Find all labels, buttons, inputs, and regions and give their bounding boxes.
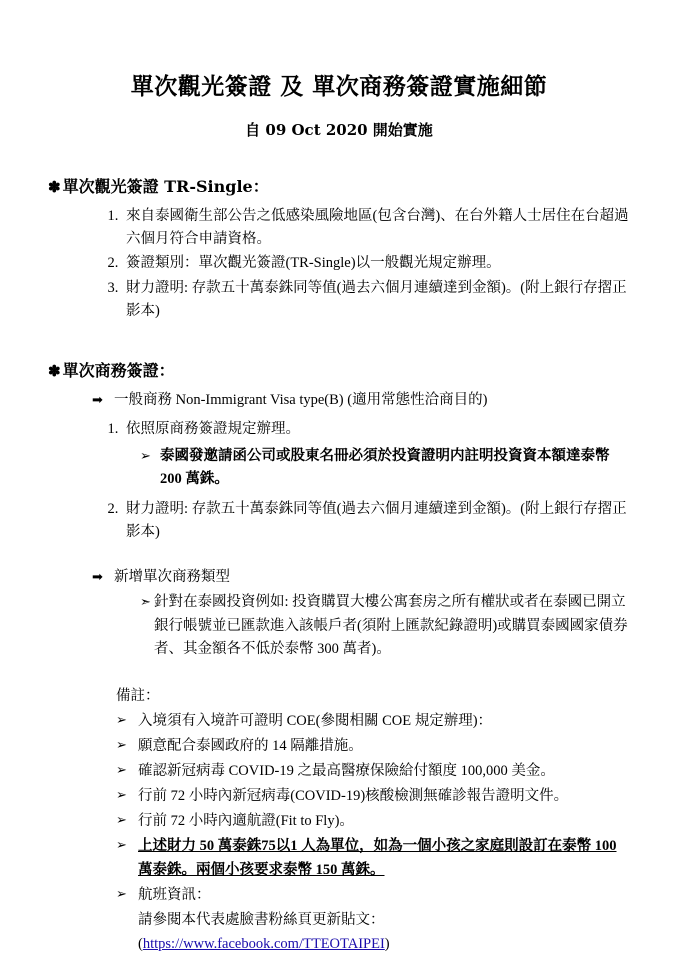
page-subtitle: 自 09 Oct 2020 開始實施 bbox=[245, 120, 433, 139]
star-icon: ✽ bbox=[48, 361, 61, 380]
bullet-arrow-icon: ➢ bbox=[116, 761, 127, 777]
list-item: 3. 財力證明: 存款五十萬泰銖同等值(過去六個月連續達到金額)。(附上銀行存摺正影本) bbox=[122, 277, 630, 324]
list-item bbox=[48, 883, 630, 907]
section-tourist-heading-text: 單次觀光簽證 TR-Single： bbox=[62, 176, 269, 196]
business-general-intro bbox=[48, 389, 630, 412]
list-item: 2. 財力證明: 存款五十萬泰銖同等值(過去六個月連續達到金額)。(附上銀行存摺正影本) bbox=[122, 498, 630, 545]
note-item-text: 入境須有入境許可證明 COE(參閱相關 COE 規定辦理)： bbox=[138, 712, 493, 729]
business-requirements-list bbox=[48, 418, 630, 441]
bullet-arrow-icon: ➢ bbox=[116, 886, 127, 902]
facebook-line-prefix: 請參閱本代表處臉書粉絲頁更新貼文：( bbox=[138, 912, 385, 953]
note-item-text: 確認新冠病毒 COVID-19 之最高醫療保險給付額度 100,000 美金。 bbox=[138, 762, 555, 779]
arrow-sub-icon: ➢ bbox=[140, 447, 151, 463]
spacer bbox=[48, 546, 630, 562]
business-new-type-heading bbox=[48, 566, 630, 589]
note-item-text: 行前 72 小時內新冠病毒(COVID-19)核酸檢測無確診報告證明文件。 bbox=[138, 787, 569, 804]
arrow-right-icon: ➡ bbox=[92, 568, 103, 584]
business-capital-note-text: 泰國發邀請函公司或股東名冊必須於投資證明内註明投資資本額達泰幣 200 萬銖。 bbox=[160, 447, 610, 488]
business-requirements-list-2 bbox=[48, 498, 630, 545]
list-item: 1. 依照原商務簽證規定辦理。 bbox=[122, 418, 630, 441]
facebook-link[interactable]: https://www.facebook.com/TTEOTAIPEI bbox=[142, 936, 385, 953]
bullet-arrow-icon: ➢ bbox=[116, 837, 127, 853]
list-item bbox=[48, 834, 630, 882]
list-item bbox=[48, 809, 630, 833]
business-new-type-detail-text: 針對在泰國投資例如: 投資購買大樓公寓套房之所有權狀或者在泰國已開立銀行帳號並已匯款進入該帳戶者(須附上匯款紀錄證明)或購買泰國國家債券者、其金額各不低於泰幣 300 萬者)。 bbox=[154, 594, 628, 658]
arrow-small-icon: ➣ bbox=[140, 594, 151, 610]
note-item-text: 願意配合泰國政府的 14 隔離措施。 bbox=[138, 737, 363, 754]
bullet-arrow-icon: ➢ bbox=[116, 711, 127, 727]
list-item: 2. 簽證類別：單次觀光簽證(TR-Single)以一般觀光規定辦理。 bbox=[122, 252, 630, 275]
section-business-visa bbox=[48, 358, 630, 662]
arrow-right-icon: ➡ bbox=[92, 391, 103, 407]
section-tourist-visa bbox=[48, 174, 630, 324]
note-label: 備註： bbox=[116, 687, 160, 704]
list-item bbox=[48, 759, 630, 783]
business-general-intro-text: 一般商務 Non-Immigrant Visa type(B) (適用常態性洽商目的) bbox=[114, 391, 488, 408]
business-new-type-detail bbox=[48, 591, 630, 661]
business-new-type-heading-text: 新增單次商務類型 bbox=[114, 568, 230, 585]
business-capital-note bbox=[48, 445, 630, 492]
section-tourist-heading bbox=[48, 174, 630, 197]
page-title: 單次觀光簽證 及 單次商務簽證實施細節 bbox=[130, 73, 548, 100]
note-list bbox=[48, 709, 630, 957]
list-item bbox=[48, 709, 630, 733]
note-item-text: 上述財力 50 萬泰銖75以1 人為單位，如為一個小孩之家庭則設訂在泰幣 100 萬泰銖。兩個小孩要求泰幣 150 萬銖。 bbox=[138, 838, 617, 879]
bullet-arrow-icon: ➢ bbox=[116, 736, 127, 752]
list-item bbox=[48, 784, 630, 808]
tourist-requirements-list bbox=[48, 205, 630, 324]
section-business-heading bbox=[48, 358, 630, 381]
facebook-line-suffix: ) bbox=[384, 936, 390, 953]
list-item bbox=[48, 734, 630, 758]
section-business-heading-text: 單次商務簽證： bbox=[62, 360, 175, 380]
list-item: 1. 來自泰國衛生部公告之低感染風險地區(包含台灣)、在台外籍人士居住在台超過六個月符合申請資格。 bbox=[122, 205, 630, 252]
star-icon: ✽ bbox=[48, 177, 61, 196]
note-item-text: 航班資訊： bbox=[138, 887, 211, 904]
bullet-arrow-icon: ➢ bbox=[116, 812, 127, 828]
facebook-line bbox=[48, 908, 630, 956]
note-item-text: 行前 72 小時內適航證(Fit to Fly)。 bbox=[138, 813, 354, 830]
bullet-arrow-icon: ➢ bbox=[116, 786, 127, 802]
